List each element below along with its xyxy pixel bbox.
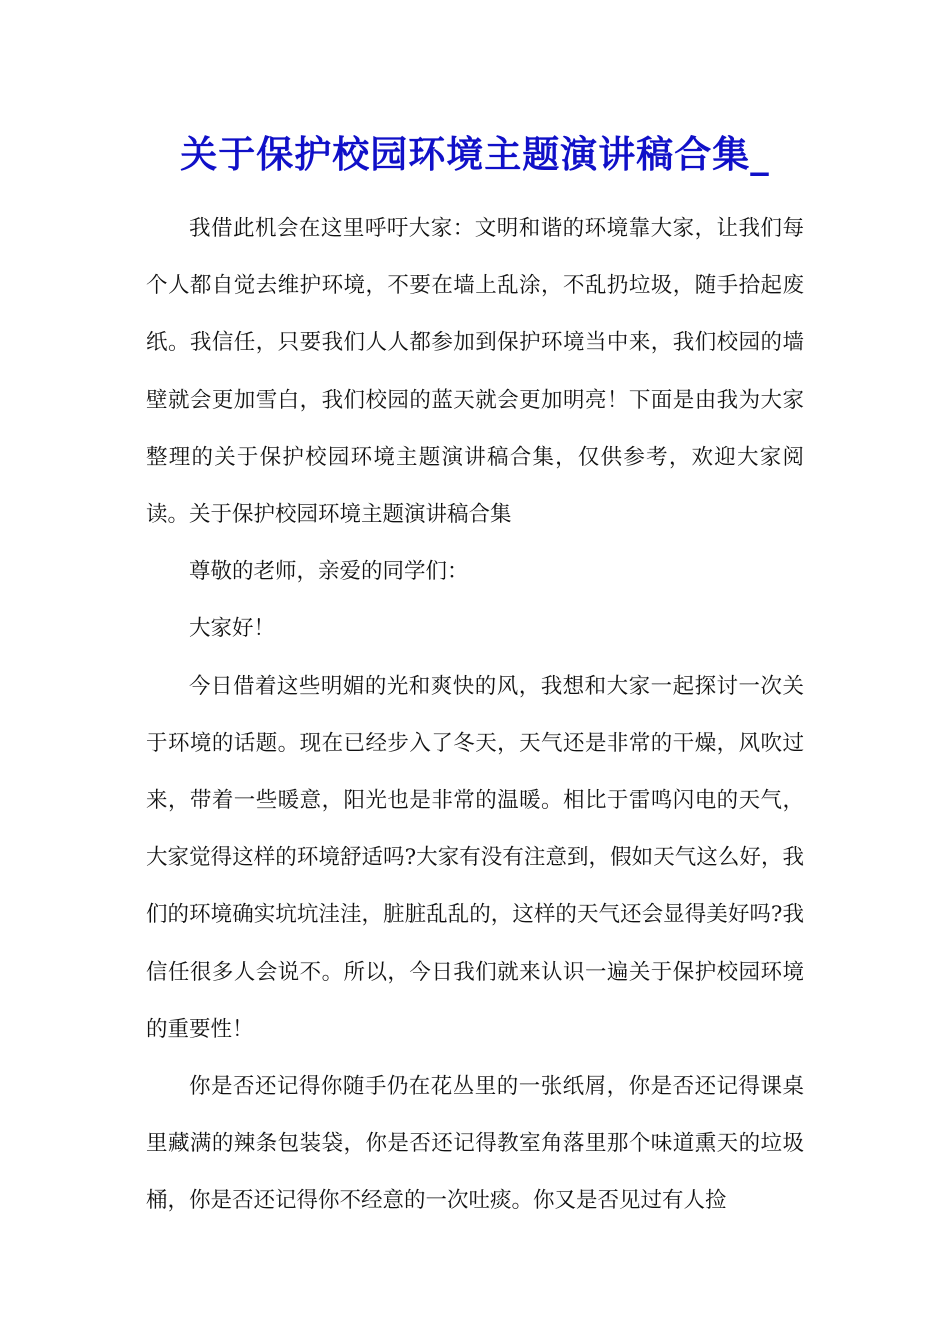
paragraph-salutation: 尊敬的老师，亲爱的同学们： <box>189 559 469 585</box>
paragraph-do-you-remember: 你是否还记得你随手仍在花丛里的一张纸屑，你是否还记得课桌里藏满的辣条包装袋，你是否还记得教室角落里那个味道熏天的垃圾桶，你是否还记得你不经意的一次吐痰。你又是否见过有人捡 <box>146 1074 804 1214</box>
paragraph-greeting: 大家好！ <box>189 616 276 642</box>
document-body <box>146 200 804 1230</box>
paragraph-weather-topic: 今日借着这些明媚的光和爽快的风，我想和大家一起探讨一次关于环境的话题。现在已经步入了冬天，天气还是非常的干燥，风吹过来，带着一些暖意，阳光也是非常的温暖。相比于雷鸣闪电的天气，大家觉得这样的环境舒适吗?大家有没有注意到，假如天气这么好，我们的环境确实坑坑洼洼，脏脏乱乱的，这样的天气还会显得美好吗?我信任很多人会说不。所以，今日我们就来认识一遍关于保护校园环境的重要性！ <box>146 673 804 1042</box>
paragraph-intro: 我借此机会在这里呼吁大家：文明和谐的环境靠大家，让我们每个人都自觉去维护环境，不要在墙上乱涂，不乱扔垃圾，随手拾起废纸。我信任，只要我们人人都参加到保护环境当中来，我们校园的墙壁就会更加雪白，我们校园的蓝天就会更加明亮！下面是由我为大家整理的关于保护校园环境主题演讲稿合集，仅供参考，欢迎大家阅读。关于保护校园环境主题演讲稿合集 <box>146 216 804 528</box>
document-title: 关于保护校园环境主题演讲稿合集_ <box>180 132 770 176</box>
